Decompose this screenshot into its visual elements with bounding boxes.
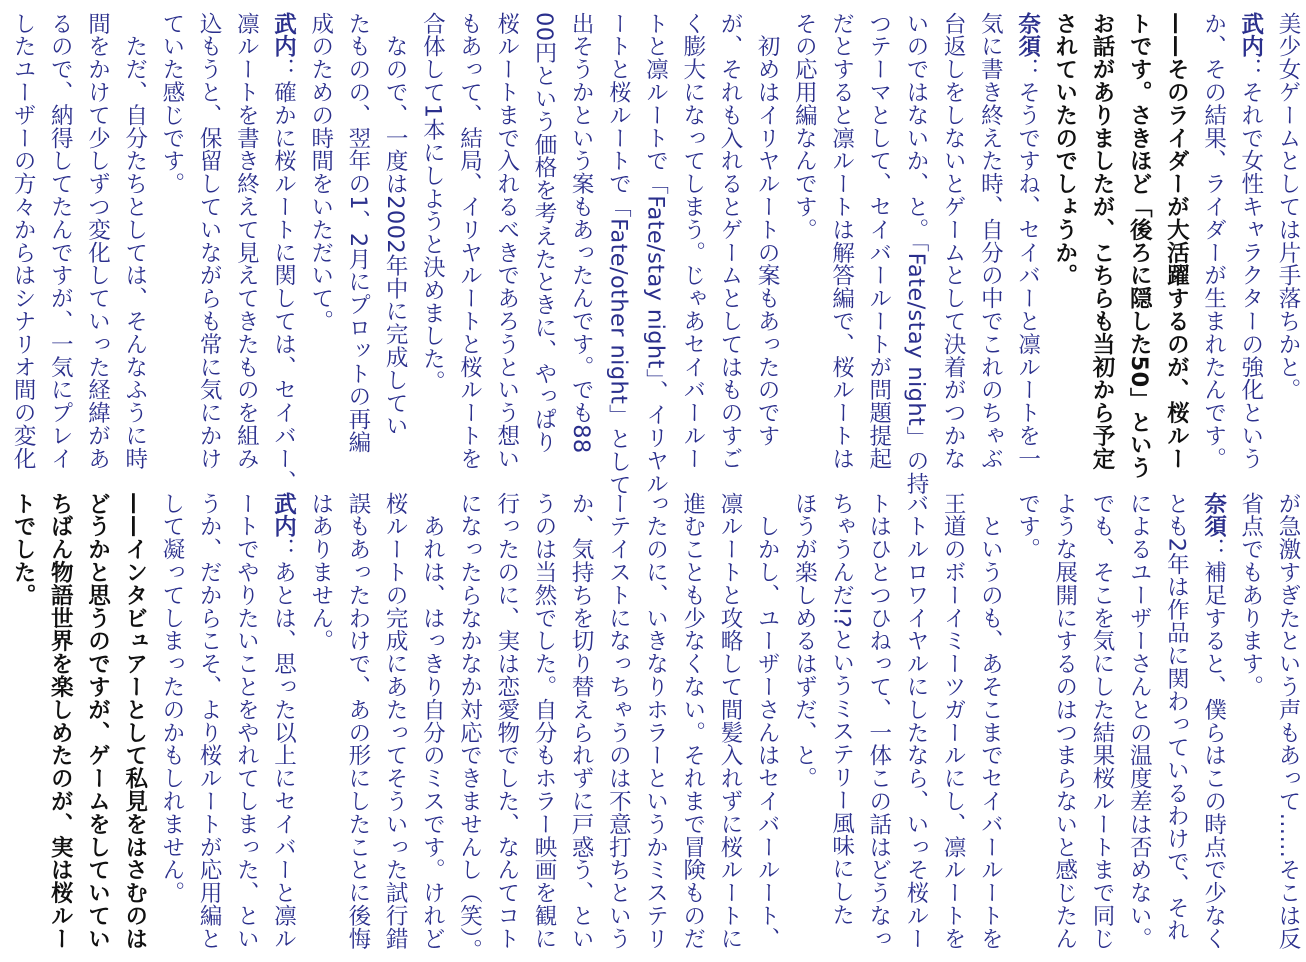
interviewer-question: お話がありましたが、こちらも当初から予定 — [1088, 12, 1115, 470]
body-text: 美少女ゲームとしては片手落ちかと。 — [1275, 12, 1301, 402]
body-text: く膨大になってしまう。じゃあセイバールー — [679, 12, 706, 470]
lower-text-block — [4, 492, 1306, 962]
text-line — [599, 492, 636, 950]
text-line — [1008, 492, 1045, 912]
interviewer-question: トです。さきほど「後ろに隠した50」という — [1126, 12, 1153, 480]
text-line — [971, 492, 1008, 950]
text-line — [711, 12, 748, 470]
body-text: その応用編なんです。 — [791, 12, 818, 241]
text-line — [190, 492, 227, 950]
text-line — [264, 12, 301, 493]
text-line — [153, 492, 190, 912]
body-text: とも2年は作品に関わっているわけで、それ — [1163, 492, 1190, 942]
text-line — [116, 12, 153, 470]
body-text: つテーマとして、セイバールートが問題提起 — [865, 12, 892, 470]
interviewer-question: ちばん物語世界を楽しめたのが、実は桜ルー — [47, 492, 74, 950]
text-line — [1083, 492, 1120, 950]
body-text: して凝ってしまったのかもしれません。 — [158, 492, 185, 905]
text-line — [116, 492, 153, 950]
text-line — [1232, 492, 1269, 912]
text-line — [190, 12, 227, 470]
interviewer-question: ——インタビュアーとして私見をはさむのは — [121, 492, 148, 950]
body-text: 出そうかという案もあったんです。でも88 — [568, 12, 595, 454]
body-text: うのは当然でした。自分もホラー映画を観に — [530, 492, 557, 950]
body-text: ：確かに桜ルートに関しては、セイバー、 — [270, 57, 297, 493]
text-line — [413, 12, 450, 462]
text-line — [78, 492, 115, 950]
text-line — [488, 12, 525, 470]
text-line — [562, 492, 599, 950]
text-line — [860, 492, 897, 950]
body-text: はありません。 — [307, 492, 334, 653]
text-line — [860, 12, 897, 470]
body-text: 誤もあったわけで、あの形にしたことに後悔 — [344, 492, 371, 950]
text-line — [264, 492, 301, 951]
text-line — [4, 492, 41, 912]
text-line — [1157, 12, 1194, 470]
text-line — [674, 492, 711, 950]
body-text: というのも、あそこまでセイバールートを — [977, 492, 1004, 950]
text-line — [41, 492, 78, 950]
text-line — [785, 12, 822, 462]
body-text: 初めはイリヤルートの案もあったのです — [754, 12, 781, 448]
text-line — [1120, 492, 1157, 950]
text-line — [971, 12, 1008, 470]
text-line — [562, 12, 599, 462]
body-text: しかし、ユーザーさんはセイバールート、 — [754, 492, 781, 950]
text-line — [302, 492, 339, 912]
speaker-name: 武内 — [270, 12, 297, 58]
text-line — [1269, 12, 1306, 462]
upper-text-block — [4, 12, 1306, 496]
text-line — [153, 12, 190, 462]
text-line — [636, 12, 673, 495]
body-text: 行ったのに、実は恋愛物でした、なんてコト — [493, 492, 520, 950]
body-text: あれは、はっきり自分のミスです。けれど — [419, 492, 446, 950]
body-text: です。 — [1014, 492, 1041, 561]
body-text: うか、だからこそ、より桜ルートが応用編と — [196, 492, 223, 950]
text-line — [934, 492, 971, 950]
text-line — [227, 492, 264, 950]
text-line — [488, 492, 525, 950]
text-line — [897, 492, 934, 950]
body-text: ：そうですね、セイバーと凛ルートを一 — [1014, 57, 1041, 471]
body-text: 合体して1本にしようと決めました。 — [419, 12, 446, 394]
text-line — [934, 12, 971, 470]
body-text: ていた感じです。 — [158, 12, 185, 196]
body-text: ーテイストになっちゃうのは不意打ちという — [605, 492, 632, 950]
text-line — [41, 12, 78, 470]
body-text: したユーザーの方々からはシナリオ間の変化 — [10, 12, 37, 470]
text-line — [1194, 492, 1231, 951]
text-line — [376, 492, 413, 950]
body-text: か、気持ちを切り替えられずに戸惑う、とい — [568, 492, 595, 950]
text-line — [413, 492, 450, 950]
body-text: もあって、結局、イリヤルートと桜ルートを — [456, 12, 483, 470]
text-line — [1194, 12, 1231, 470]
interviewer-question: トでした。 — [10, 492, 37, 607]
text-line — [78, 12, 115, 470]
body-text: だとすると凛ルートは解答編で、桜ルートは — [828, 12, 855, 470]
body-text: たものの、翌年の1、2月にプロットの再編 — [344, 12, 371, 454]
text-line — [1232, 12, 1269, 471]
body-text: 台返しをしないとゲームとして決着がつかな — [940, 12, 967, 470]
text-line — [1046, 12, 1083, 462]
text-line — [1046, 492, 1083, 950]
text-line — [450, 12, 487, 470]
text-line — [897, 12, 934, 495]
body-text: 間をかけて少しずつ変化していった経緯があ — [84, 12, 111, 470]
text-line — [227, 12, 264, 470]
body-text: ートと桜ルートで「Fate/other night」として — [605, 12, 632, 496]
interviewer-question: ——そのライダーが大活躍するのが、桜ルー — [1163, 12, 1190, 470]
body-text: ような展開にするのはつまらないと感じたん — [1051, 492, 1078, 950]
body-text: ちゃうんだ!?というミステリー風味にした — [828, 492, 855, 926]
body-text: トと凛ルートで「Fate/stay night」、イリヤル — [642, 12, 669, 495]
body-text: ったのに、いきなりホラーというかミステリ — [642, 492, 669, 950]
text-line — [1008, 12, 1045, 471]
body-text: 込もうと、保留していながらも常に気にかけ — [196, 12, 223, 470]
interviewer-question: されていたのでしょうか。 — [1051, 12, 1078, 287]
text-line — [525, 12, 562, 462]
body-text: 気に書き終えた時、自分の中でこれのちゃぶ — [977, 12, 1004, 470]
text-line — [339, 12, 376, 462]
body-text: 凛ルートと攻略して間髪入れずに桜ルートに — [716, 492, 743, 950]
body-text: が急激すぎたという声もあって……そこは反 — [1275, 492, 1301, 950]
body-text: 桜ルートの完成にあたってそういった試行錯 — [382, 492, 409, 950]
body-text: ほうが楽しめるはずだ、と。 — [791, 492, 818, 790]
text-line — [450, 492, 487, 962]
text-line — [1120, 12, 1157, 480]
text-line — [339, 492, 376, 950]
body-text: が、それも入れるとゲームとしてはものすご — [716, 12, 743, 470]
text-line — [674, 12, 711, 470]
text-line — [785, 492, 822, 912]
body-text: ：あとは、思った以上にセイバーと凛ル — [270, 537, 297, 951]
text-line — [822, 12, 859, 470]
text-line — [748, 492, 785, 950]
body-text: によるユーザーさんとの温度差は否めない。 — [1126, 492, 1153, 950]
body-text: か、その結果、ライダーが生まれたんです。 — [1200, 12, 1227, 470]
text-line — [599, 12, 636, 496]
body-text: 成のための時間をいただいて。 — [307, 12, 334, 333]
body-text: トはひとつひねって、一体この話はどうなっ — [865, 492, 892, 950]
text-line — [376, 12, 413, 462]
body-text: バトルロワイヤルにしたなら、いっそ桜ルー — [902, 492, 929, 950]
text-line — [748, 12, 785, 462]
body-text: るので、納得してたんですが、一気にプレイ — [47, 12, 74, 470]
text-line — [822, 492, 859, 926]
text-line — [636, 492, 673, 950]
body-text: 省点でもあります。 — [1237, 492, 1264, 699]
body-text: 00円という価格を考えたときに、やっぱり — [530, 12, 557, 454]
text-line — [711, 492, 748, 950]
body-text: になったらなかなか対応できませんし（笑）。 — [456, 492, 483, 962]
body-text: 桜ルートまで入れるべきであろうという想い — [493, 12, 520, 470]
body-text: 凛ルートを書き終えて見えてきたものを組み — [233, 12, 260, 470]
body-text: ートでやりたいことをやれてしまった、とい — [233, 492, 260, 950]
body-text: ：補足すると、僕らはこの時点で少なく — [1200, 537, 1227, 951]
interviewer-question: どうかと思うのですが、ゲームをしていてい — [84, 492, 111, 950]
text-line — [1083, 12, 1120, 470]
body-text: ただ、自分たちとしては、そんなふうに時 — [121, 12, 148, 470]
text-line — [4, 12, 41, 470]
body-text: ：それで女性キャラクターの強化という — [1237, 57, 1264, 471]
body-text: いのではないか、と。「Fate/stay night」の持 — [902, 12, 929, 495]
speaker-name: 武内 — [1237, 12, 1264, 58]
body-text: 進むことも少なくない。それまで冒険ものだ — [679, 492, 706, 950]
speaker-name: 武内 — [270, 492, 297, 538]
body-text: 王道のボーイミーツガールにし、凛ルートを — [940, 492, 967, 950]
text-line — [1157, 492, 1194, 942]
speaker-name: 奈須 — [1200, 492, 1227, 538]
body-text: なので、一度は2002年中に完成してい — [382, 12, 409, 438]
text-line — [1269, 492, 1306, 950]
speaker-name: 奈須 — [1014, 12, 1041, 58]
text-line — [302, 12, 339, 462]
text-line — [525, 492, 562, 950]
body-text: でも、そこを気にした結果桜ルートまで同じ — [1088, 492, 1115, 950]
